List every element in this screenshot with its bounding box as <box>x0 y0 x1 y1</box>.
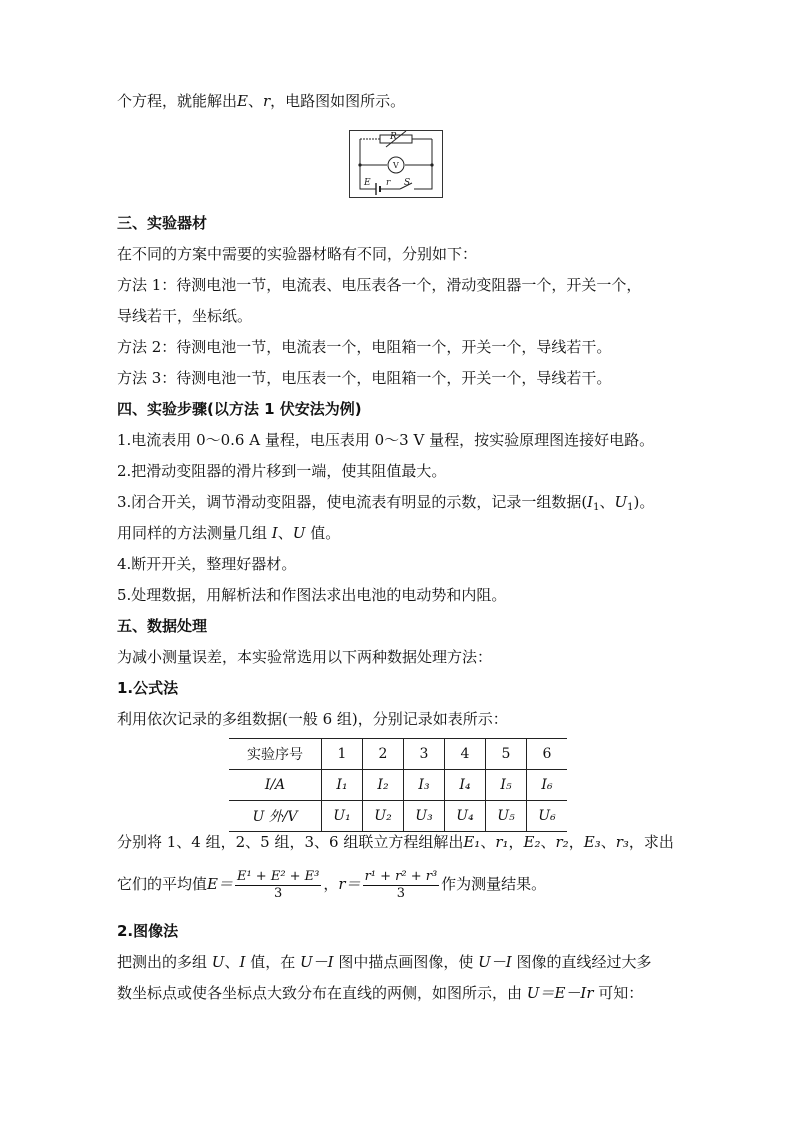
table-cell: 4 <box>445 739 486 770</box>
table-cell: I₁ <box>322 770 363 801</box>
table-cell: I₄ <box>445 770 486 801</box>
paragraph-line: 5.处理数据，用解析法和作图法求出电池的电动势和内阻。 <box>117 586 507 604</box>
table-cell: 6 <box>527 739 568 770</box>
paragraph-line: 用同样的方法测量几组 I、U 值。 <box>117 524 341 542</box>
data-table <box>229 738 567 832</box>
label-V: V <box>393 161 399 170</box>
label-E: E <box>364 178 371 188</box>
table-row <box>229 739 567 770</box>
circuit-diagram <box>349 130 443 198</box>
table-cell: I₂ <box>363 770 404 801</box>
table-cell: 5 <box>486 739 527 770</box>
table-cell: U₂ <box>363 801 404 832</box>
paragraph-line: 在不同的方案中需要的实验器材略有不同，分别如下： <box>117 245 478 263</box>
table-cell: 1 <box>322 739 363 770</box>
table-cell: I₆ <box>527 770 568 801</box>
paragraph-line: 方法 1：待测电池一节，电流表、电压表各一个，滑动变阻器一个，开关一个， <box>117 276 642 294</box>
table-cell: U₁ <box>322 801 363 832</box>
paragraph-line: 4.断开开关，整理好器材。 <box>117 555 297 573</box>
document-page <box>117 86 687 117</box>
table-cell: 2 <box>363 739 404 770</box>
label-R: R <box>390 132 397 142</box>
table-cell: I/A <box>229 770 322 801</box>
fraction-r: $\frac{\text{r¹ + r² + r³}}{3}$ <box>364 868 438 901</box>
table-cell: 实验序号 <box>229 739 322 770</box>
paragraph-line: 方法 3：待测电池一节，电压表一个，电阻箱一个，开关一个，导线若干。 <box>117 369 612 387</box>
section-heading-3: 三、实验器材 <box>117 214 208 232</box>
table-cell: I₃ <box>404 770 445 801</box>
paragraph-line: 把测出的多组 U、I 值，在 U－I 图中描点画图像，使 U－I 图像的直线经过大多 <box>117 953 652 971</box>
document-body <box>117 208 687 735</box>
table-cell: I₅ <box>486 770 527 801</box>
paragraph-line: 3.闭合开关，调节滑动变阻器，使电流表有明显的示数，记录一组数据($I_1$、$U_1$)。 <box>117 493 655 513</box>
subsection-heading-2: 2.图像法 <box>117 922 179 940</box>
section-heading-4: 四、实验步骤(以方法 1 伏安法为例) <box>117 400 362 418</box>
paragraph-line: 为减小测量误差，本实验常选用以下两种数据处理方法： <box>117 648 493 666</box>
paragraph-line: 导线若干，坐标纸。 <box>117 307 253 325</box>
formula-line: 它们的平均值E＝ $\frac{\text{E¹ + E² + E³}}{3}$ ，r＝ $\frac{\text{r¹ + r² + r³}}{3}$ 作为测量结果。 <box>117 868 547 901</box>
table-cell: U₅ <box>486 801 527 832</box>
table-cell: U 外/V <box>229 801 322 832</box>
subsection-heading-1: 1.公式法 <box>117 679 179 697</box>
paragraph-line: 个方程，就能解出E、r，电路图如图所示。 <box>117 92 406 110</box>
table-row <box>229 770 567 801</box>
table-cell: U₃ <box>404 801 445 832</box>
paragraph-line: 分别将 1、4 组，2、5 组，3、6 组联立方程组解出E₁、r₁，E₂、r₂，E₃、r₃，求出 <box>117 833 674 851</box>
document-body-lower <box>117 827 687 1009</box>
fraction-E: $\frac{\text{E¹ + E² + E³}}{3}$ <box>236 868 320 901</box>
paragraph-line: 利用依次记录的多组数据(一般 6 组)，分别记录如表所示： <box>117 710 508 728</box>
section-heading-5: 五、数据处理 <box>117 617 208 635</box>
table-cell: U₆ <box>527 801 568 832</box>
table-cell: U₄ <box>445 801 486 832</box>
paragraph-line: 1.电流表用 0～0.6 A 量程，电压表用 0～3 V 量程，按实验原理图连接好电路。 <box>117 431 655 449</box>
paragraph-line: 方法 2：待测电池一节，电流表一个，电阻箱一个，开关一个，导线若干。 <box>117 338 612 356</box>
label-r: r <box>386 178 391 188</box>
paragraph-line: 2.把滑动变阻器的滑片移到一端，使其阻值最大。 <box>117 462 447 480</box>
paragraph-line: 数坐标点或使各坐标点大致分布在直线的两侧，如图所示，由 U＝E－Ir 可知： <box>117 984 644 1002</box>
circuit-svg <box>350 131 442 197</box>
label-S: S <box>404 178 411 188</box>
table-cell: 3 <box>404 739 445 770</box>
